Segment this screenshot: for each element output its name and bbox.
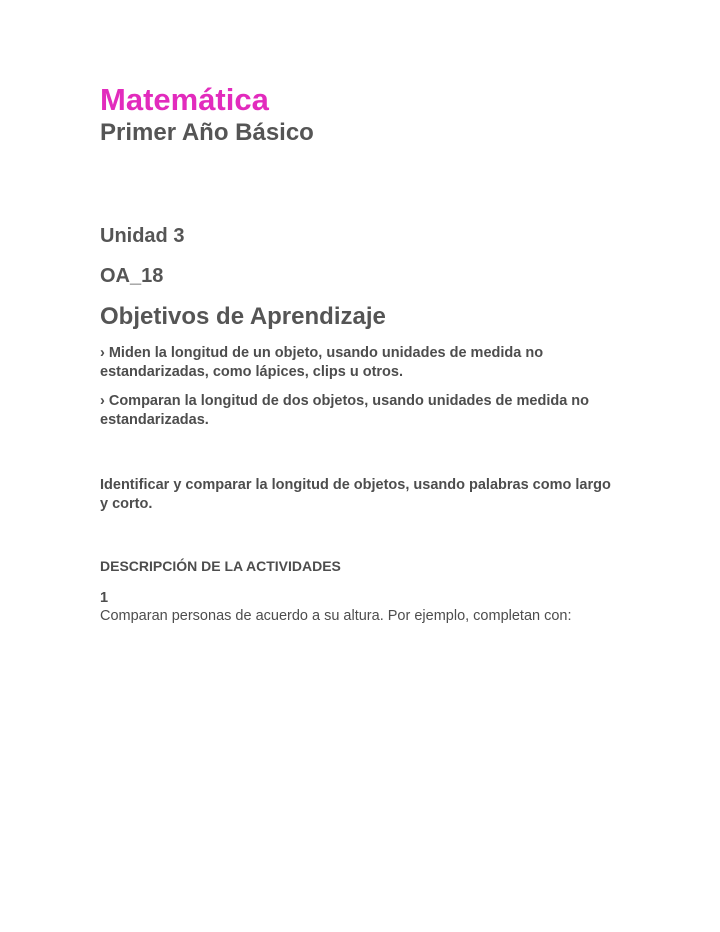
subject-title: Matemática bbox=[100, 82, 269, 117]
learning-indicator: Identificar y comparar la longitud de objetos, usando palabras como largo y corto. bbox=[100, 477, 611, 512]
activity-text: Comparan personas de acuerdo a su altura. Por ejemplo, completan con: bbox=[100, 608, 572, 624]
unit-title: Unidad 3 bbox=[100, 225, 185, 247]
objective-item: › Miden la longitud de un objeto, usando unidades de medida no estandarizadas, como lápices, clips u otros. bbox=[100, 345, 544, 380]
oa-code: OA_18 bbox=[100, 265, 164, 287]
grade-title: Primer Año Básico bbox=[100, 119, 314, 146]
document-page bbox=[100, 82, 620, 626]
activities-heading: DESCRIPCIÓN DE LA ACTIVIDADES bbox=[100, 558, 341, 574]
activity-item bbox=[100, 589, 620, 626]
objectives-title: Objetivos de Aprendizaje bbox=[100, 303, 386, 330]
activity-number: 1 bbox=[100, 590, 109, 606]
objective-item: › Comparan la longitud de dos objetos, usando unidades de medida no estandarizadas. bbox=[100, 393, 590, 428]
